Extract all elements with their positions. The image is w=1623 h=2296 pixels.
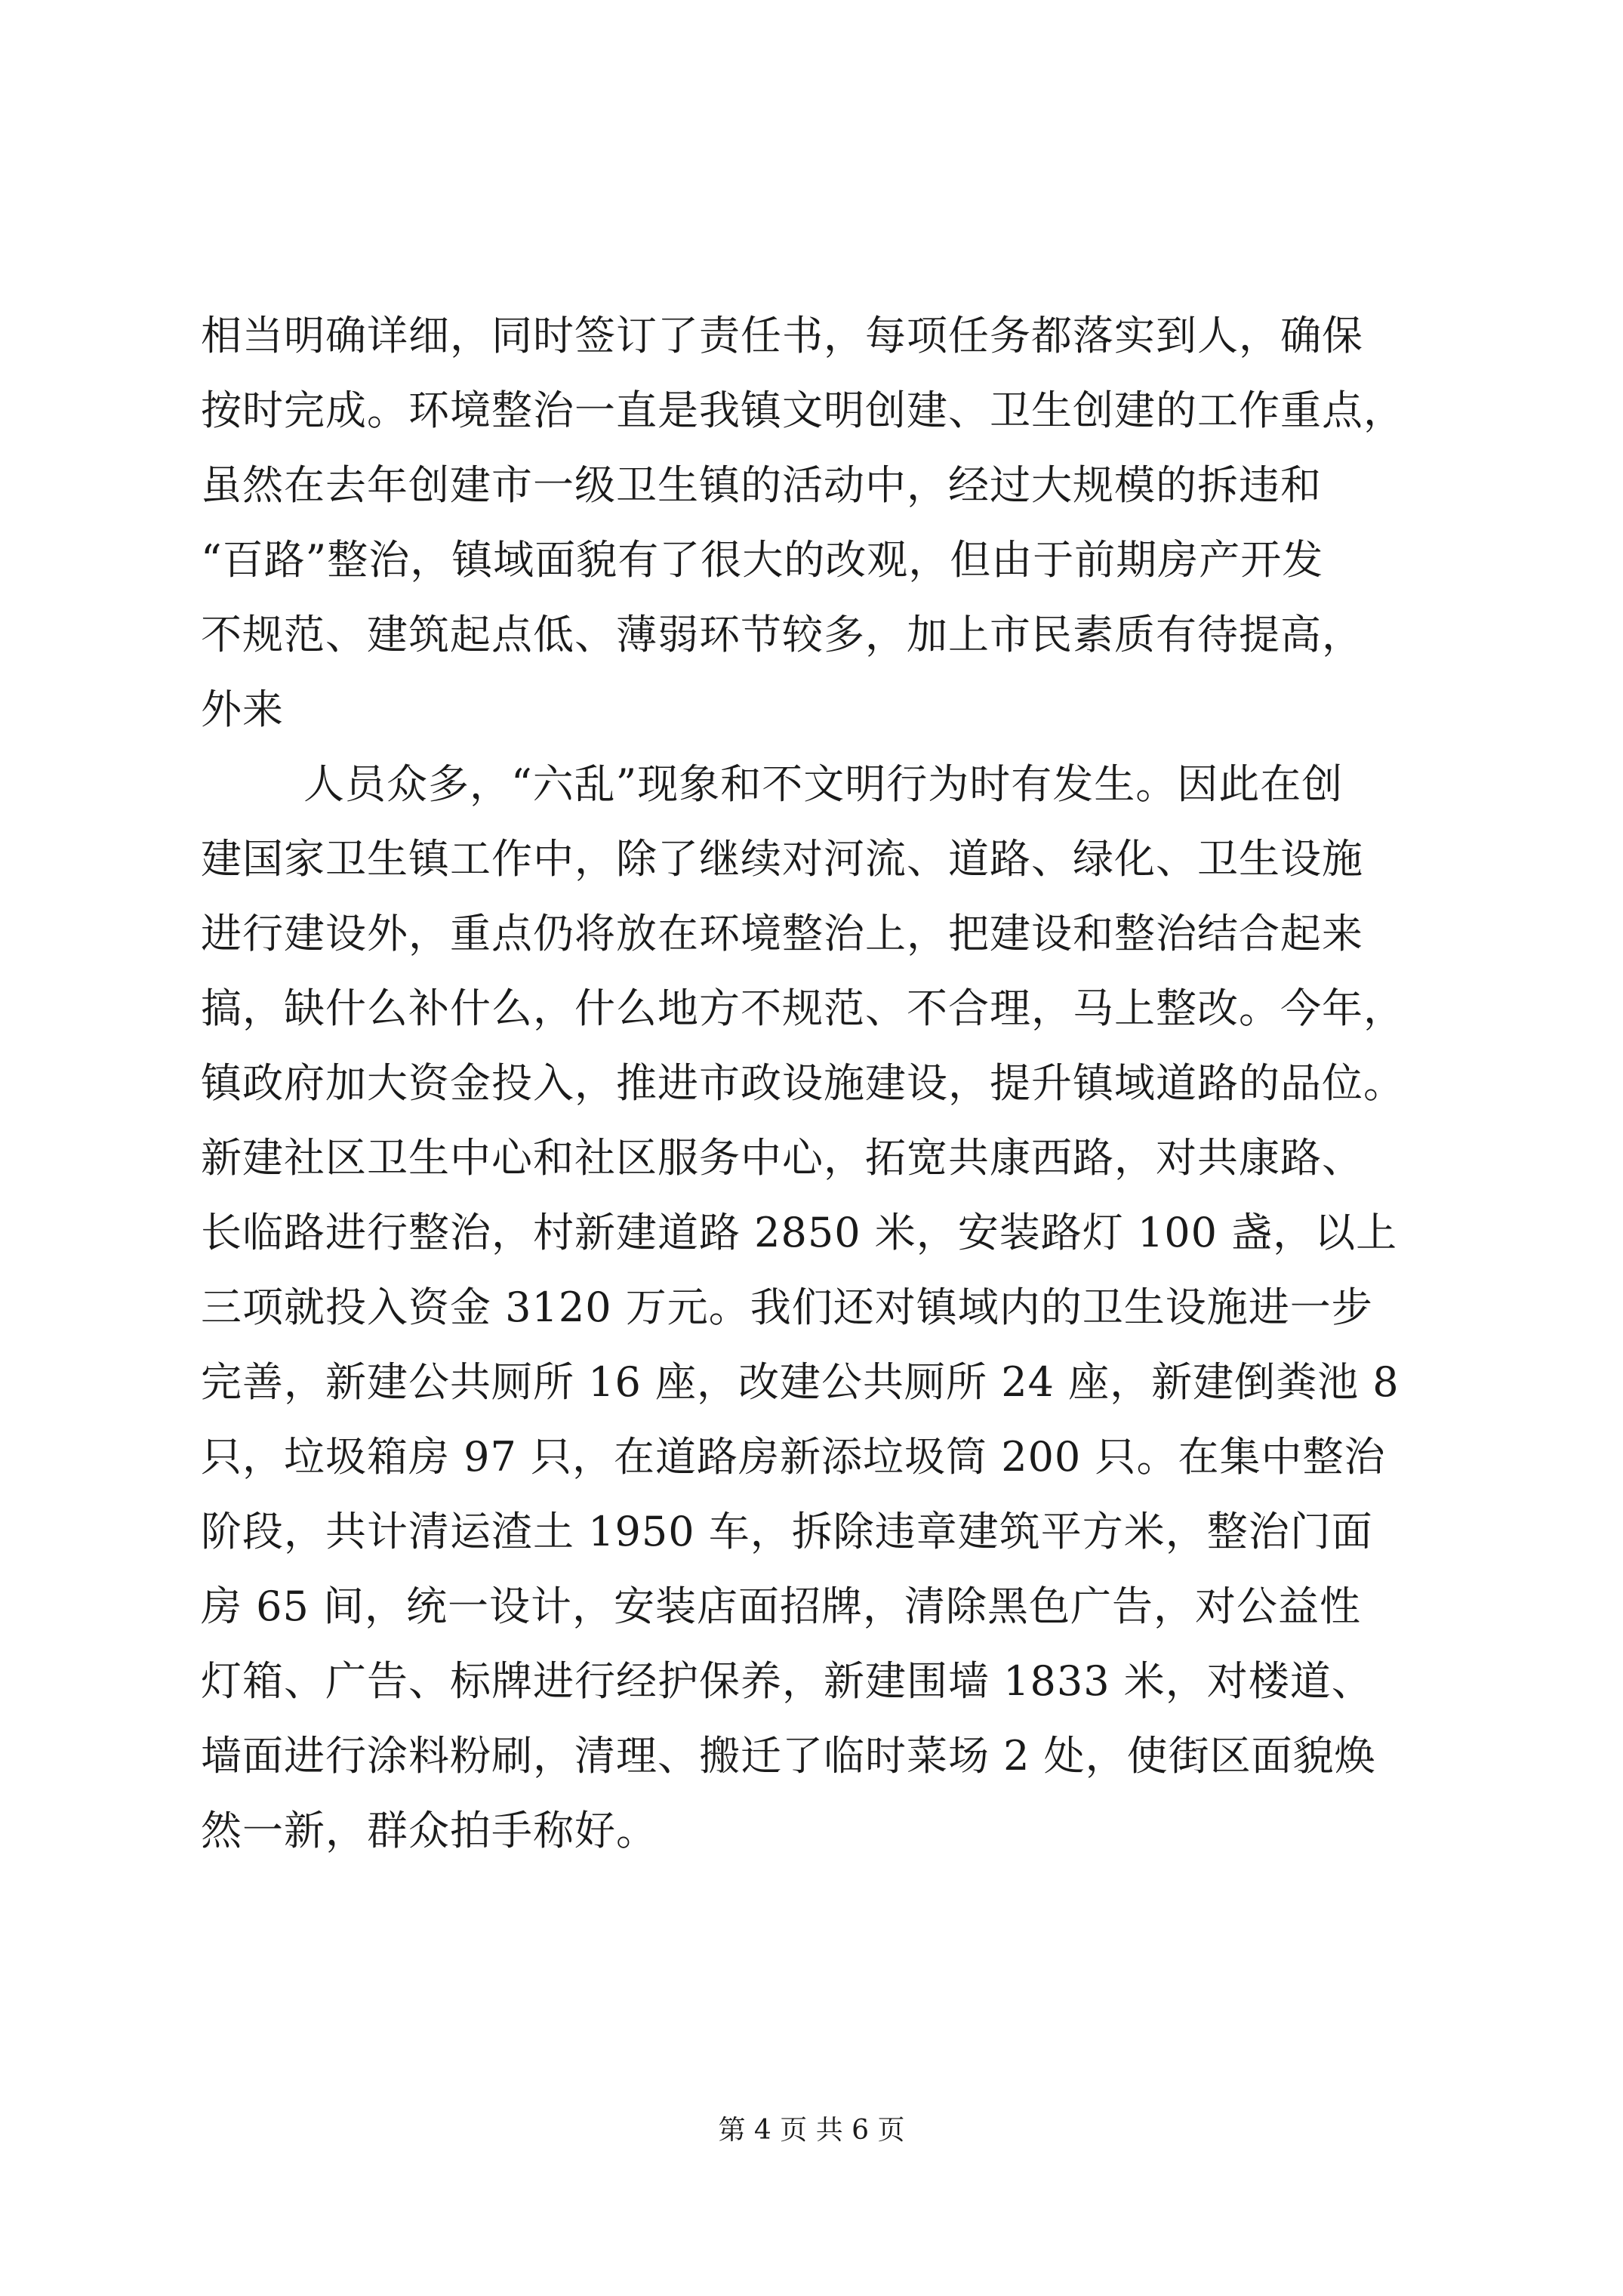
paragraph-1 bbox=[201, 298, 1439, 747]
paragraph-2 bbox=[201, 747, 1439, 1868]
text-line: 完善，新建公共厕所 16 座，改建公共厕所 24 座，新建倒粪池 8 bbox=[201, 1358, 1400, 1406]
text-line: 相当明确详细，同时签订了责任书，每项任务都落实到人，确保 bbox=[201, 312, 1363, 359]
text-line: 墙面进行涂料粉刷，清理、搬迁了临时菜场 2 处，使街区面貌焕 bbox=[201, 1732, 1376, 1780]
text-line: 搞，缺什么补什么，什么地方不规范、不合理，马上整改。今年， bbox=[201, 985, 1405, 1032]
text-line: 房 65 间，统一设计，安装店面招牌，清除黑色广告，对公益性 bbox=[201, 1583, 1362, 1630]
text-line: 人员众多，“六乱”现象和不文明行为时有发生。因此在创 bbox=[303, 760, 1344, 808]
text-line: 建国家卫生镇工作中，除了继续对河流、道路、绿化、卫生设施 bbox=[201, 835, 1363, 883]
text-line: “百路”整治，镇域面貌有了很大的改观，但由于前期房产开发 bbox=[201, 536, 1324, 584]
text-line: 灯箱、广告、标牌进行经护保养，新建围墙 1833 米，对楼道、 bbox=[201, 1657, 1373, 1705]
text-line: 只，垃圾箱房 97 只，在道路房新添垃圾筒 200 只。在集中整治 bbox=[201, 1433, 1386, 1481]
text-line: 阶段，共计清运渣土 1950 车，拆除违章建筑平方米，整治门面 bbox=[201, 1508, 1373, 1555]
text-line: 新建社区卫生中心和社区服务中心，拓宽共康西路，对共康路、 bbox=[201, 1134, 1363, 1182]
text-line: 外来 bbox=[201, 686, 284, 733]
text-line: 长临路进行整治，村新建道路 2850 米，安装路灯 100 盏，以上 bbox=[201, 1209, 1398, 1256]
text-line: 虽然在去年创建市一级卫生镇的活动中，经过大规模的拆违和 bbox=[201, 461, 1322, 509]
text-line: 按时完成。环境整治一直是我镇文明创建、卫生创建的工作重点， bbox=[201, 387, 1405, 434]
body-text bbox=[201, 298, 1439, 1868]
text-line: 然一新，群众拍手称好。 bbox=[201, 1807, 658, 1854]
text-line: 三项就投入资金 3120 万元。我们还对镇域内的卫生设施进一步 bbox=[201, 1284, 1373, 1331]
text-line: 进行建设外，重点仍将放在环境整治上，把建设和整治结合起来 bbox=[201, 910, 1363, 957]
page-number: 第 4 页 共 6 页 bbox=[718, 2115, 905, 2146]
text-line: 镇政府加大资金投入，推进市政设施建设，提升镇域道路的品位。 bbox=[201, 1059, 1405, 1107]
text-line: 不规范、建筑起点低、薄弱环节较多，加上市民素质有待提高， bbox=[201, 611, 1363, 658]
page-footer bbox=[0, 2113, 1623, 2149]
